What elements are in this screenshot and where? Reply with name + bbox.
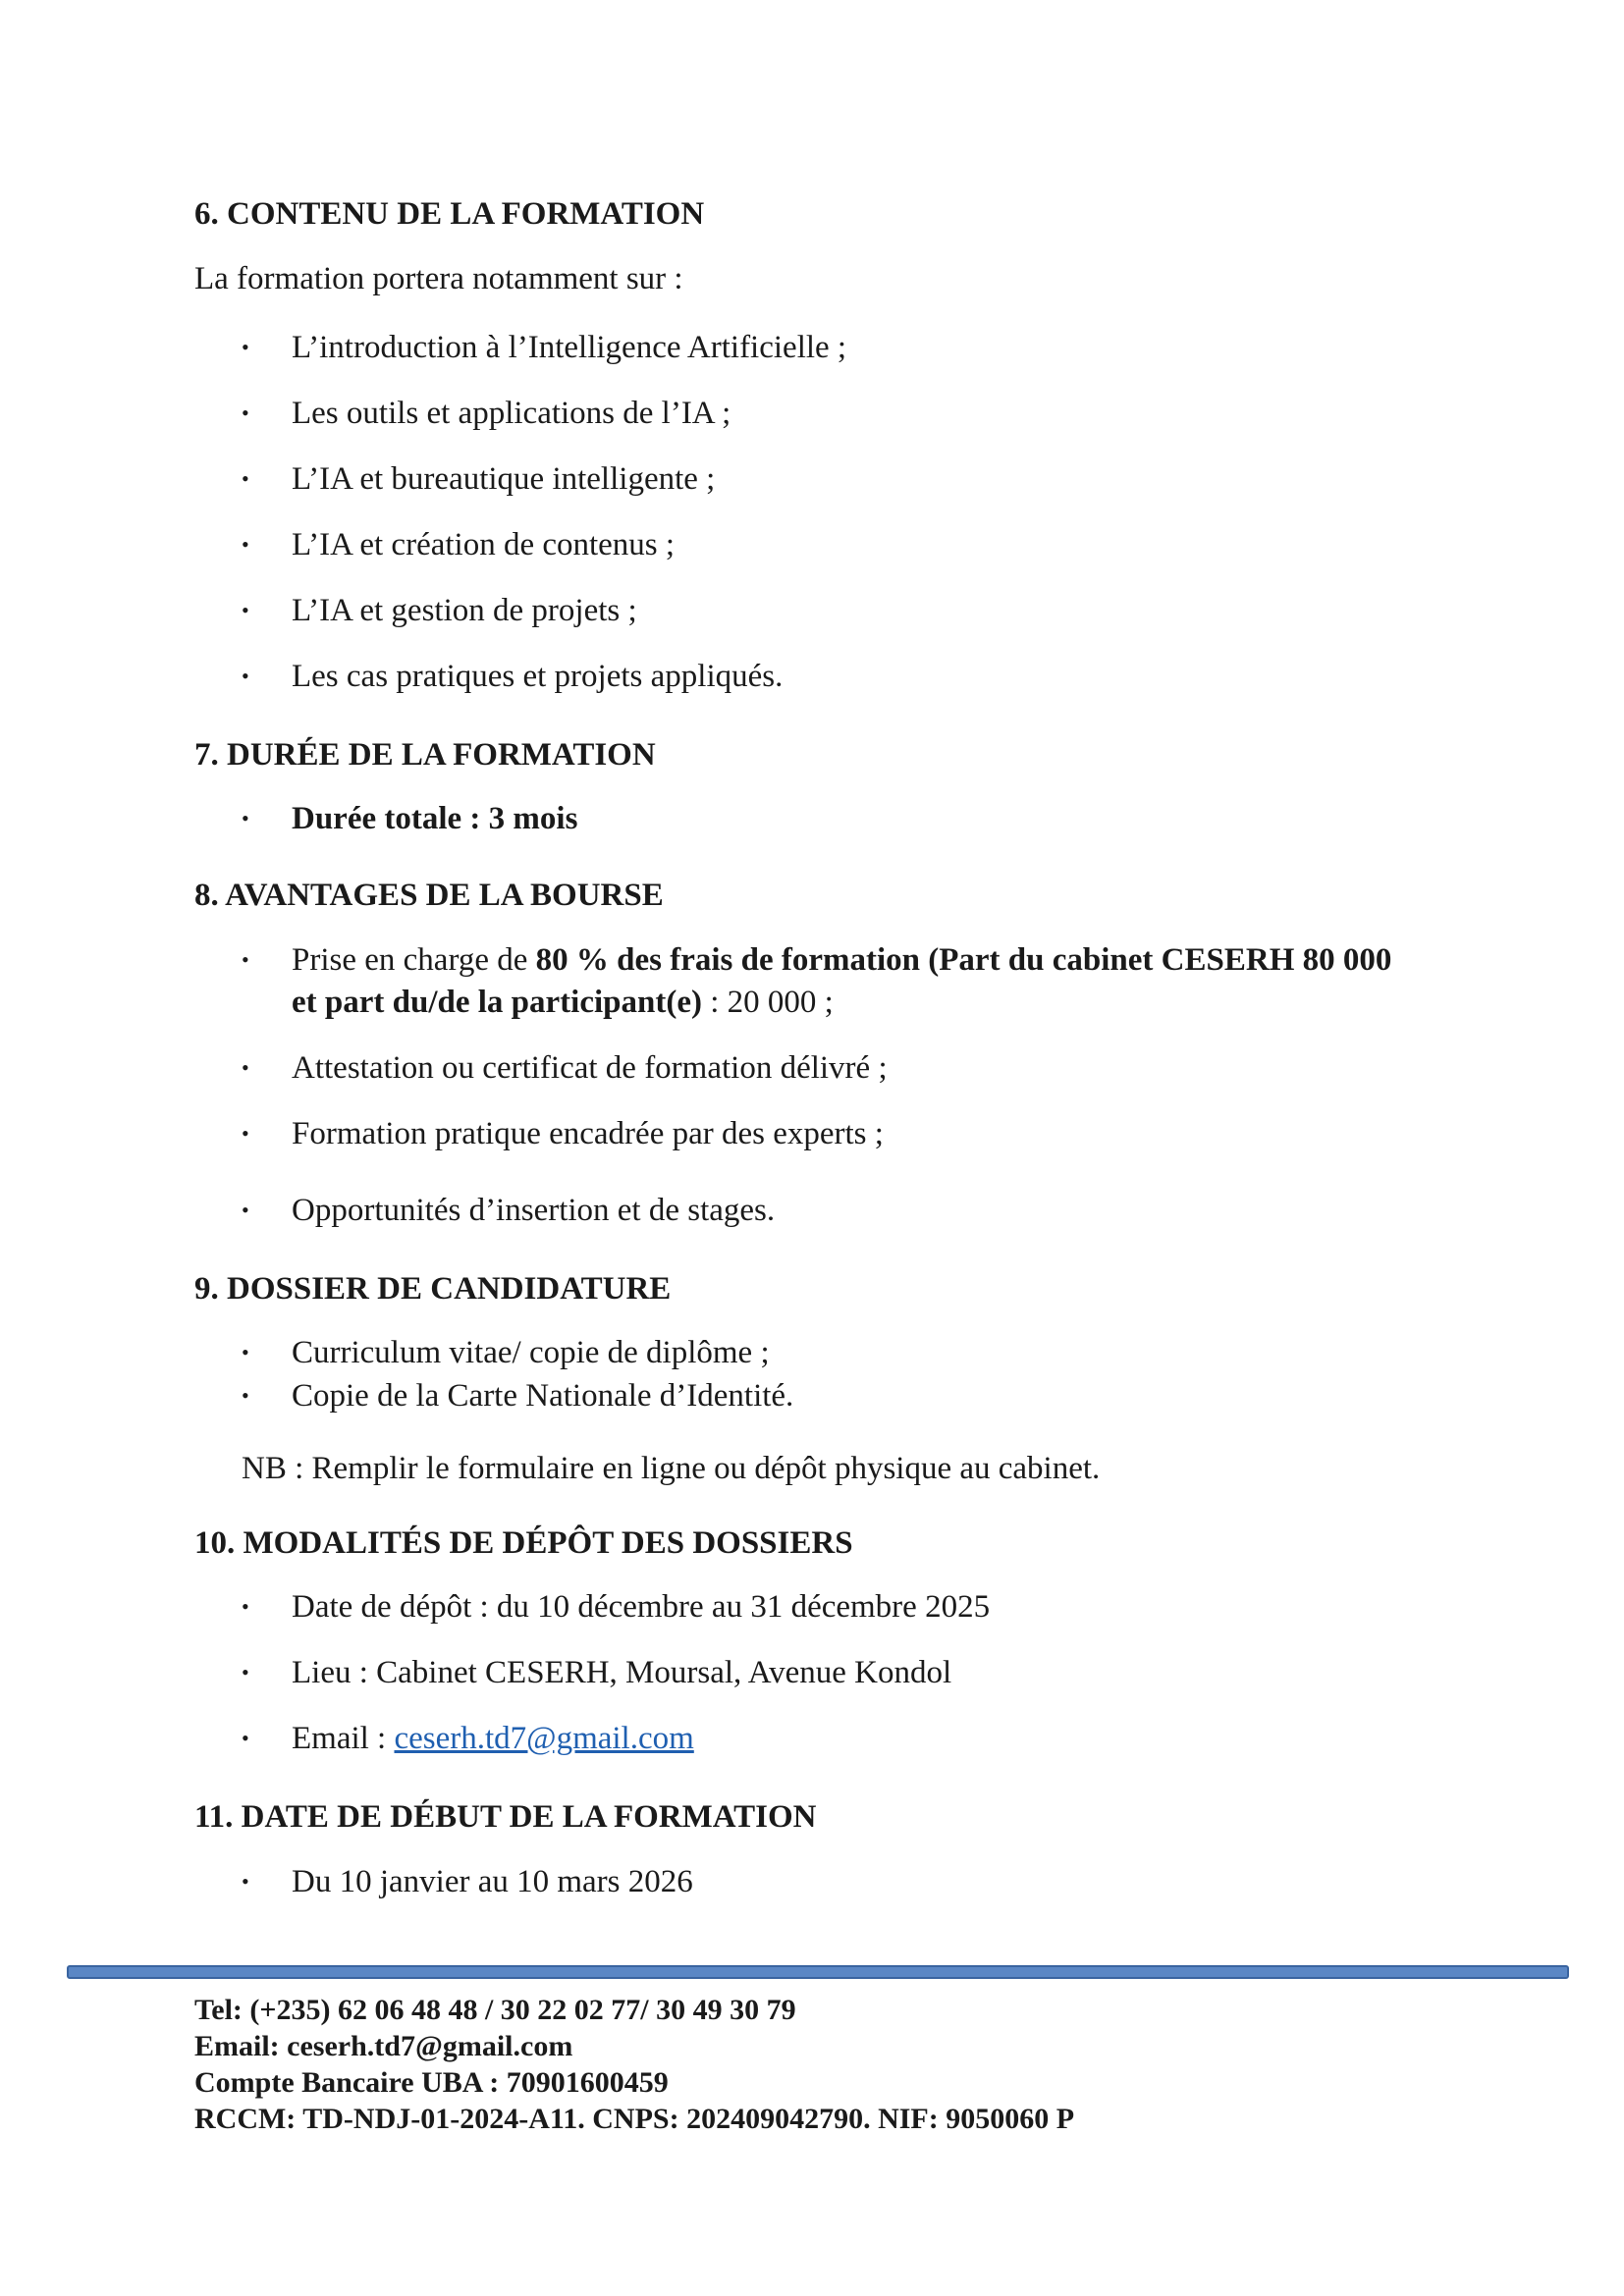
section-6-title: 6. CONTENU DE LA FORMATION: [194, 196, 705, 232]
bullet-icon: •: [242, 598, 249, 622]
footer-rccm: RCCM: TD-NDJ-01-2024-A11. CNPS: 202409042790. NIF: 9050060 P: [194, 2103, 1075, 2135]
footer-tel: Tel: (+235) 62 06 48 48 / 30 22 02 77/ 30 49 30 79: [194, 1994, 796, 2026]
list-item-text: Les cas pratiques et projets appliqués.: [292, 659, 784, 694]
bullet-icon: •: [242, 1869, 249, 1894]
list-item-text: L’introduction à l’Intelligence Artificielle ;: [292, 330, 847, 365]
footer-bank: Compte Bancaire UBA : 70901600459: [194, 2066, 669, 2099]
list-item-text: Les outils et applications de l’IA ;: [292, 396, 731, 431]
benefit-suffix: : 20 000 ;: [701, 985, 834, 1020]
section-9-title: 9. DOSSIER DE CANDIDATURE: [194, 1271, 672, 1307]
bullet-icon: •: [242, 400, 249, 425]
bullet-icon: •: [242, 1383, 249, 1408]
bullet-icon: •: [242, 532, 249, 557]
bullet-icon: •: [242, 947, 249, 972]
list-item-text: Durée totale : 3 mois: [292, 801, 578, 836]
benefit-bold-line-1: 80 % des frais de formation (Part du cabinet CESERH 80 000: [535, 942, 1392, 978]
section-10-title: 10. MODALITÉS DE DÉPÔT DES DOSSIERS: [194, 1525, 853, 1561]
email-label: Email :: [292, 1721, 395, 1756]
section-11-title: 11. DATE DE DÉBUT DE LA FORMATION: [194, 1799, 817, 1835]
section-8-title: 8. AVANTAGES DE LA BOURSE: [194, 878, 664, 913]
bullet-icon: •: [242, 335, 249, 359]
list-item-text: Date de dépôt : du 10 décembre au 31 décembre 2025: [292, 1589, 991, 1625]
bullet-icon: •: [242, 806, 249, 830]
email-link[interactable]: ceserh.td7@gmail.com: [394, 1721, 694, 1756]
list-item-text: Formation pratique encadrée par des experts ;: [292, 1116, 884, 1151]
list-item-text: Lieu : Cabinet CESERH, Moursal, Avenue Kondol: [292, 1655, 952, 1690]
bullet-icon: •: [242, 1198, 249, 1222]
bullet-icon: •: [242, 1594, 249, 1619]
list-item-text: [292, 938, 1391, 982]
list-item-text: Copie de la Carte Nationale d’Identité.: [292, 1378, 794, 1414]
bullet-icon: •: [242, 664, 249, 688]
footer-email: Email: ceserh.td7@gmail.com: [194, 2030, 573, 2062]
section-7-title: 7. DURÉE DE LA FORMATION: [194, 737, 656, 773]
list-item-text: Attestation ou certificat de formation délivré ;: [292, 1050, 888, 1086]
list-item-text: L’IA et bureautique intelligente ;: [292, 461, 716, 497]
bullet-icon: •: [242, 1340, 249, 1364]
bullet-icon: •: [242, 466, 249, 491]
footer-divider: [67, 1965, 1569, 1979]
list-item-text: [292, 981, 834, 1024]
benefit-prefix: Prise en charge de: [292, 942, 536, 978]
list-item-text: Du 10 janvier au 10 mars 2026: [292, 1864, 693, 1899]
list-item-text: L’IA et gestion de projets ;: [292, 593, 637, 628]
list-item-text: Curriculum vitae/ copie de diplôme ;: [292, 1335, 770, 1370]
list-item-text: L’IA et création de contenus ;: [292, 527, 676, 562]
bullet-icon: •: [242, 1660, 249, 1684]
list-item-text: Opportunités d’insertion et de stages.: [292, 1193, 776, 1228]
bullet-icon: •: [242, 1121, 249, 1146]
section-9-note: NB : Remplir le formulaire en ligne ou dépôt physique au cabinet.: [242, 1451, 1101, 1486]
bullet-icon: •: [242, 1726, 249, 1750]
list-item-text: [292, 1717, 694, 1760]
section-6-intro: La formation portera notamment sur :: [194, 261, 683, 296]
benefit-bold-line-2: et part du/de la participant(e): [292, 985, 702, 1020]
bullet-icon: •: [242, 1055, 249, 1080]
